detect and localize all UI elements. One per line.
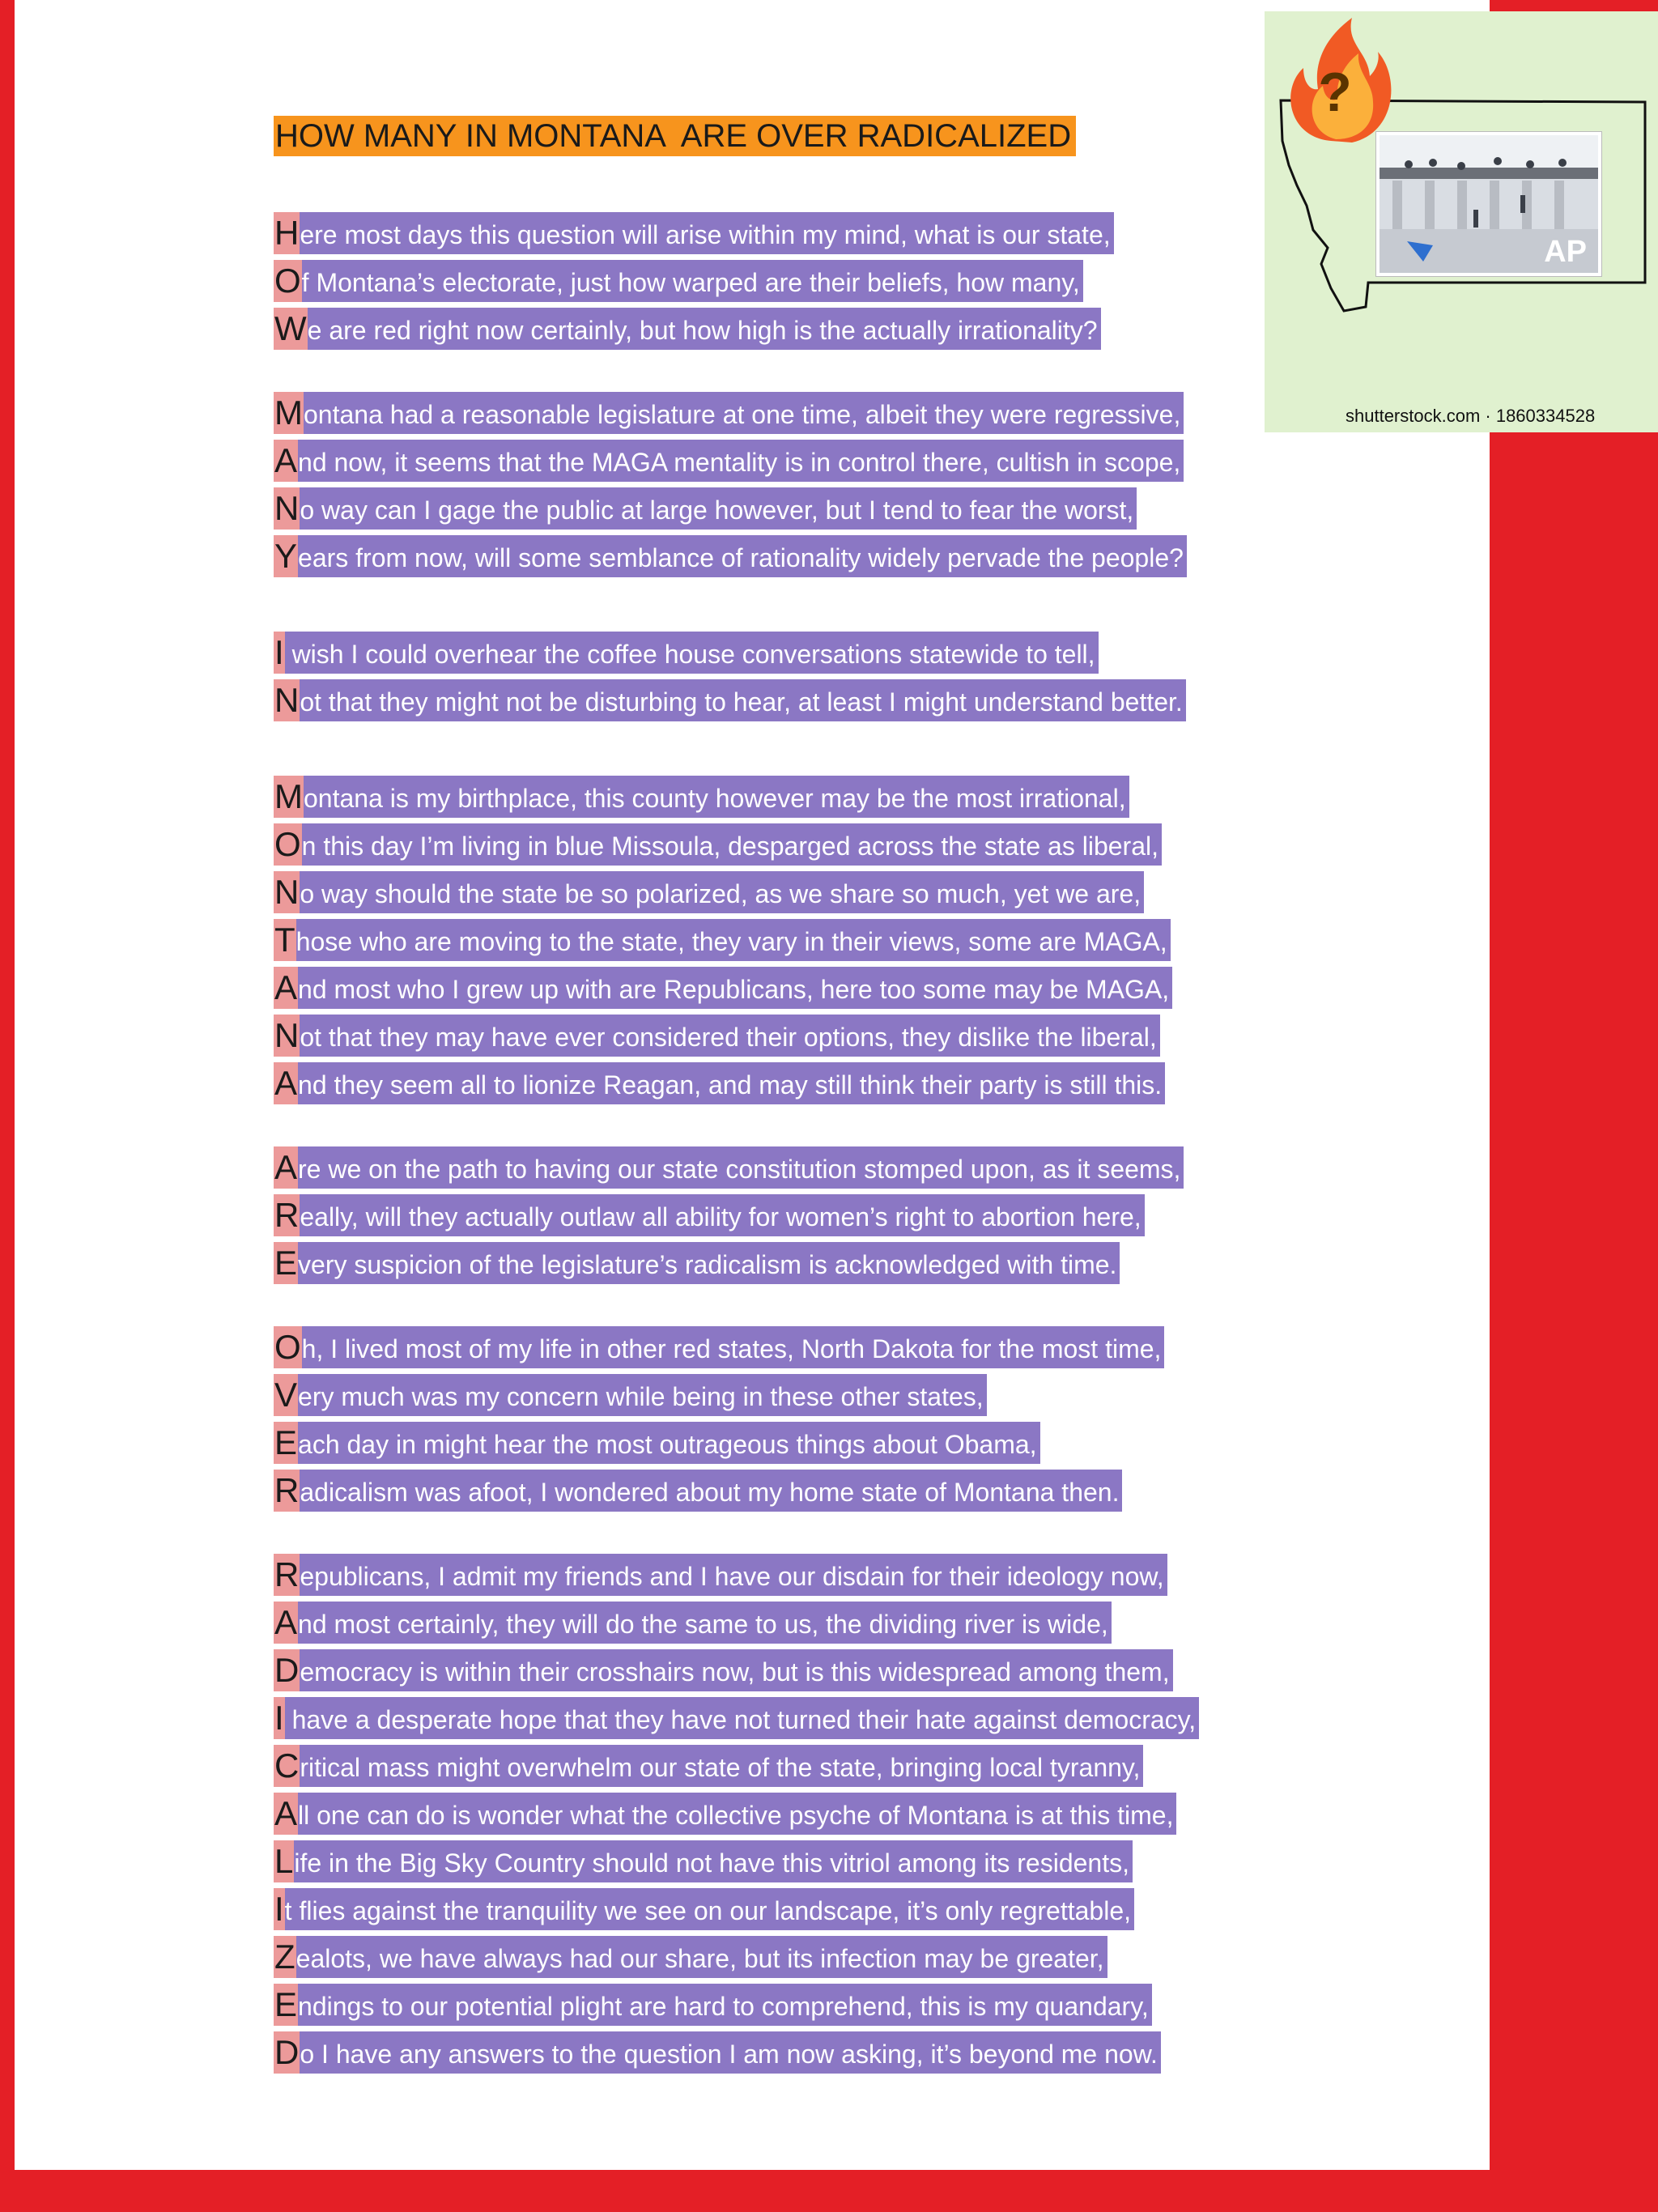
- poem-line: [274, 1194, 1199, 1236]
- acrostic-initial: E: [274, 1984, 298, 2026]
- acrostic-initial: Z: [274, 1936, 296, 1978]
- acrostic-initial: D: [274, 1649, 300, 1691]
- capitol-photo: [1375, 131, 1602, 277]
- line-text: epublicans, I admit my friends and I have our disdain for their ideology now,: [300, 1554, 1167, 1596]
- acrostic-initial: I: [274, 632, 285, 674]
- poem-title: HOW MANY IN MONTANA ARE OVER RADICALIZED: [274, 116, 1076, 156]
- acrostic-initial: N: [274, 679, 300, 721]
- poem-line: [274, 871, 1199, 913]
- stanza-gap: [274, 727, 1199, 776]
- acrostic-initial: Y: [274, 535, 298, 577]
- poem-line: [274, 1745, 1199, 1787]
- ap-watermark: AP: [1544, 235, 1587, 269]
- line-text: nd most certainly, they will do the same to us, the dividing river is wide,: [298, 1602, 1112, 1644]
- poem-line: [274, 1242, 1199, 1284]
- stock-credit: shutterstock.com · 1860334528: [1346, 406, 1596, 426]
- line-text: ndings to our potential plight are hard to comprehend, this is my quandary,: [298, 1984, 1152, 2026]
- acrostic-initial: M: [274, 776, 304, 818]
- acrostic-initial: W: [274, 308, 308, 350]
- line-text: ontana had a reasonable legislature at one time, albeit they were regressive,: [304, 392, 1184, 434]
- stanza: [274, 1326, 1199, 1512]
- line-text: ot that they may have ever considered their options, they dislike the liberal,: [300, 1015, 1159, 1057]
- acrostic-initial: R: [274, 1194, 300, 1236]
- poem-line: [274, 1602, 1199, 1644]
- poem-line: [274, 392, 1199, 434]
- acrostic-initial: A: [274, 1602, 298, 1644]
- line-text: very suspicion of the legislature’s radicalism is acknowledged with time.: [298, 1242, 1120, 1284]
- line-text: ealots, we have always had our share, but its infection may be greater,: [296, 1936, 1107, 1978]
- stanza: [274, 1554, 1199, 2074]
- acrostic-initial: O: [274, 260, 302, 302]
- acrostic-initial: I: [274, 1888, 285, 1930]
- line-text: e are red right now certainly, but how high is the actually irrationality?: [308, 308, 1101, 350]
- stanza-gap: [274, 355, 1199, 392]
- poem-line: [274, 1984, 1199, 2026]
- poem-line: [274, 440, 1199, 482]
- line-text: adicalism was afoot, I wondered about my home state of Montana then.: [300, 1470, 1122, 1512]
- poem-line: [274, 1554, 1199, 1596]
- line-text: ery much was my concern while being in these other states,: [298, 1374, 987, 1416]
- acrostic-initial: R: [274, 1554, 300, 1596]
- acrostic-initial: M: [274, 392, 304, 434]
- stanza: [274, 392, 1199, 577]
- poem-line: [274, 1936, 1199, 1978]
- line-text: ife in the Big Sky Country should not have this vitriol among its residents,: [294, 1840, 1133, 1882]
- line-text: ach day in might hear the most outrageous things about Obama,: [298, 1422, 1040, 1464]
- poem-line: [274, 1793, 1199, 1835]
- acrostic-initial: A: [274, 440, 298, 482]
- acrostic-initial: O: [274, 823, 302, 866]
- stanza: [274, 212, 1199, 350]
- acrostic-initial: A: [274, 1146, 298, 1189]
- line-text: o way can I gage the public at large however, but I tend to fear the worst,: [300, 487, 1137, 530]
- line-text: eally, will they actually outlaw all ability for women’s right to abortion here,: [300, 1194, 1144, 1236]
- acrostic-initial: A: [274, 1062, 298, 1104]
- line-text: re we on the path to having our state constitution stomped upon, as it seems,: [298, 1146, 1184, 1189]
- stanza-gap: [274, 1290, 1199, 1326]
- stanza: [274, 632, 1199, 721]
- poem-line: [274, 1470, 1199, 1512]
- acrostic-initial: A: [274, 967, 298, 1009]
- poem-line: [274, 487, 1199, 530]
- poem-line: [274, 632, 1199, 674]
- acrostic-initial: T: [274, 919, 296, 961]
- line-text: have a desperate hope that they have not turned their hate against democracy,: [285, 1697, 1199, 1739]
- poem-line: [274, 1840, 1199, 1882]
- poem-line: [274, 967, 1199, 1009]
- poem-line: [274, 679, 1199, 721]
- poem-line: [274, 260, 1199, 302]
- line-text: nd most who I grew up with are Republicans, here too some may be MAGA,: [298, 967, 1172, 1009]
- poem-line: [274, 1374, 1199, 1416]
- poem-line: [274, 776, 1199, 818]
- poem-line: [274, 1697, 1199, 1739]
- poem-line: [274, 1062, 1199, 1104]
- line-text: n this day I’m living in blue Missoula, desparged across the state as liberal,: [302, 823, 1162, 866]
- acrostic-initial: L: [274, 1840, 294, 1882]
- acrostic-initial: E: [274, 1422, 298, 1464]
- line-text: ere most days this question will arise within my mind, what is our state,: [300, 212, 1113, 254]
- stanza: [274, 1146, 1199, 1284]
- line-text: ritical mass might overwhelm our state of the state, bringing local tyranny,: [300, 1745, 1143, 1787]
- line-text: nd they seem all to lionize Reagan, and may still think their party is still this.: [298, 1062, 1165, 1104]
- acrostic-initial: I: [274, 1697, 285, 1739]
- poem-line: [274, 2031, 1199, 2074]
- line-text: o I have any answers to the question I am now asking, it’s beyond me now.: [300, 2031, 1161, 2074]
- line-text: ot that they might not be disturbing to hear, at least I might understand better.: [300, 679, 1185, 721]
- stock-image: [1265, 11, 1658, 432]
- poem-line: [274, 919, 1199, 961]
- line-text: ears from now, will some semblance of rationality widely pervade the people?: [298, 535, 1187, 577]
- acrostic-initial: E: [274, 1242, 298, 1284]
- line-text: emocracy is within their crosshairs now, but is this widespread among them,: [300, 1649, 1172, 1691]
- stanza: [274, 776, 1199, 1104]
- acrostic-initial: R: [274, 1470, 300, 1512]
- poem-line: [274, 308, 1199, 350]
- line-text: wish I could overhear the coffee house conversations statewide to tell,: [285, 632, 1099, 674]
- line-text: t flies against the tranquility we see on our landscape, it’s only regrettable,: [285, 1888, 1134, 1930]
- acrostic-initial: A: [274, 1793, 298, 1835]
- acrostic-initial: D: [274, 2031, 300, 2074]
- acrostic-initial: N: [274, 871, 300, 913]
- line-text: ontana is my birthplace, this county however may be the most irrational,: [304, 776, 1129, 818]
- acrostic-initial: H: [274, 212, 300, 254]
- line-text: o way should the state be so polarized, as we share so much, yet we are,: [300, 871, 1144, 913]
- acrostic-initial: C: [274, 1745, 300, 1787]
- poem-body: [274, 212, 1199, 2079]
- line-text: f Montana’s electorate, just how warped are their beliefs, how many,: [302, 260, 1083, 302]
- acrostic-initial: V: [274, 1374, 298, 1416]
- stanza-gap: [274, 1110, 1199, 1146]
- acrostic-initial: N: [274, 487, 300, 530]
- poem-line: [274, 1146, 1199, 1189]
- poem-line: [274, 535, 1199, 577]
- stanza-gap: [274, 583, 1199, 632]
- line-text: hose who are moving to the state, they vary in their views, some are MAGA,: [296, 919, 1171, 961]
- poem-line: [274, 1649, 1199, 1691]
- line-text: ll one can do is wonder what the collective psyche of Montana is at this time,: [298, 1793, 1176, 1835]
- line-text: nd now, it seems that the MAGA mentality is in control there, cultish in scope,: [298, 440, 1184, 482]
- question-mark: ?: [1318, 62, 1352, 123]
- acrostic-initial: O: [274, 1326, 302, 1368]
- poem-line: [274, 823, 1199, 866]
- poem-line: [274, 1015, 1199, 1057]
- poem-line: [274, 1326, 1199, 1368]
- acrostic-initial: N: [274, 1015, 300, 1057]
- stanza-gap: [274, 1517, 1199, 1554]
- poem-line: [274, 212, 1199, 254]
- line-text: h, I lived most of my life in other red states, North Dakota for the most time,: [302, 1326, 1165, 1368]
- poem-line: [274, 1422, 1199, 1464]
- poem-line: [274, 1888, 1199, 1930]
